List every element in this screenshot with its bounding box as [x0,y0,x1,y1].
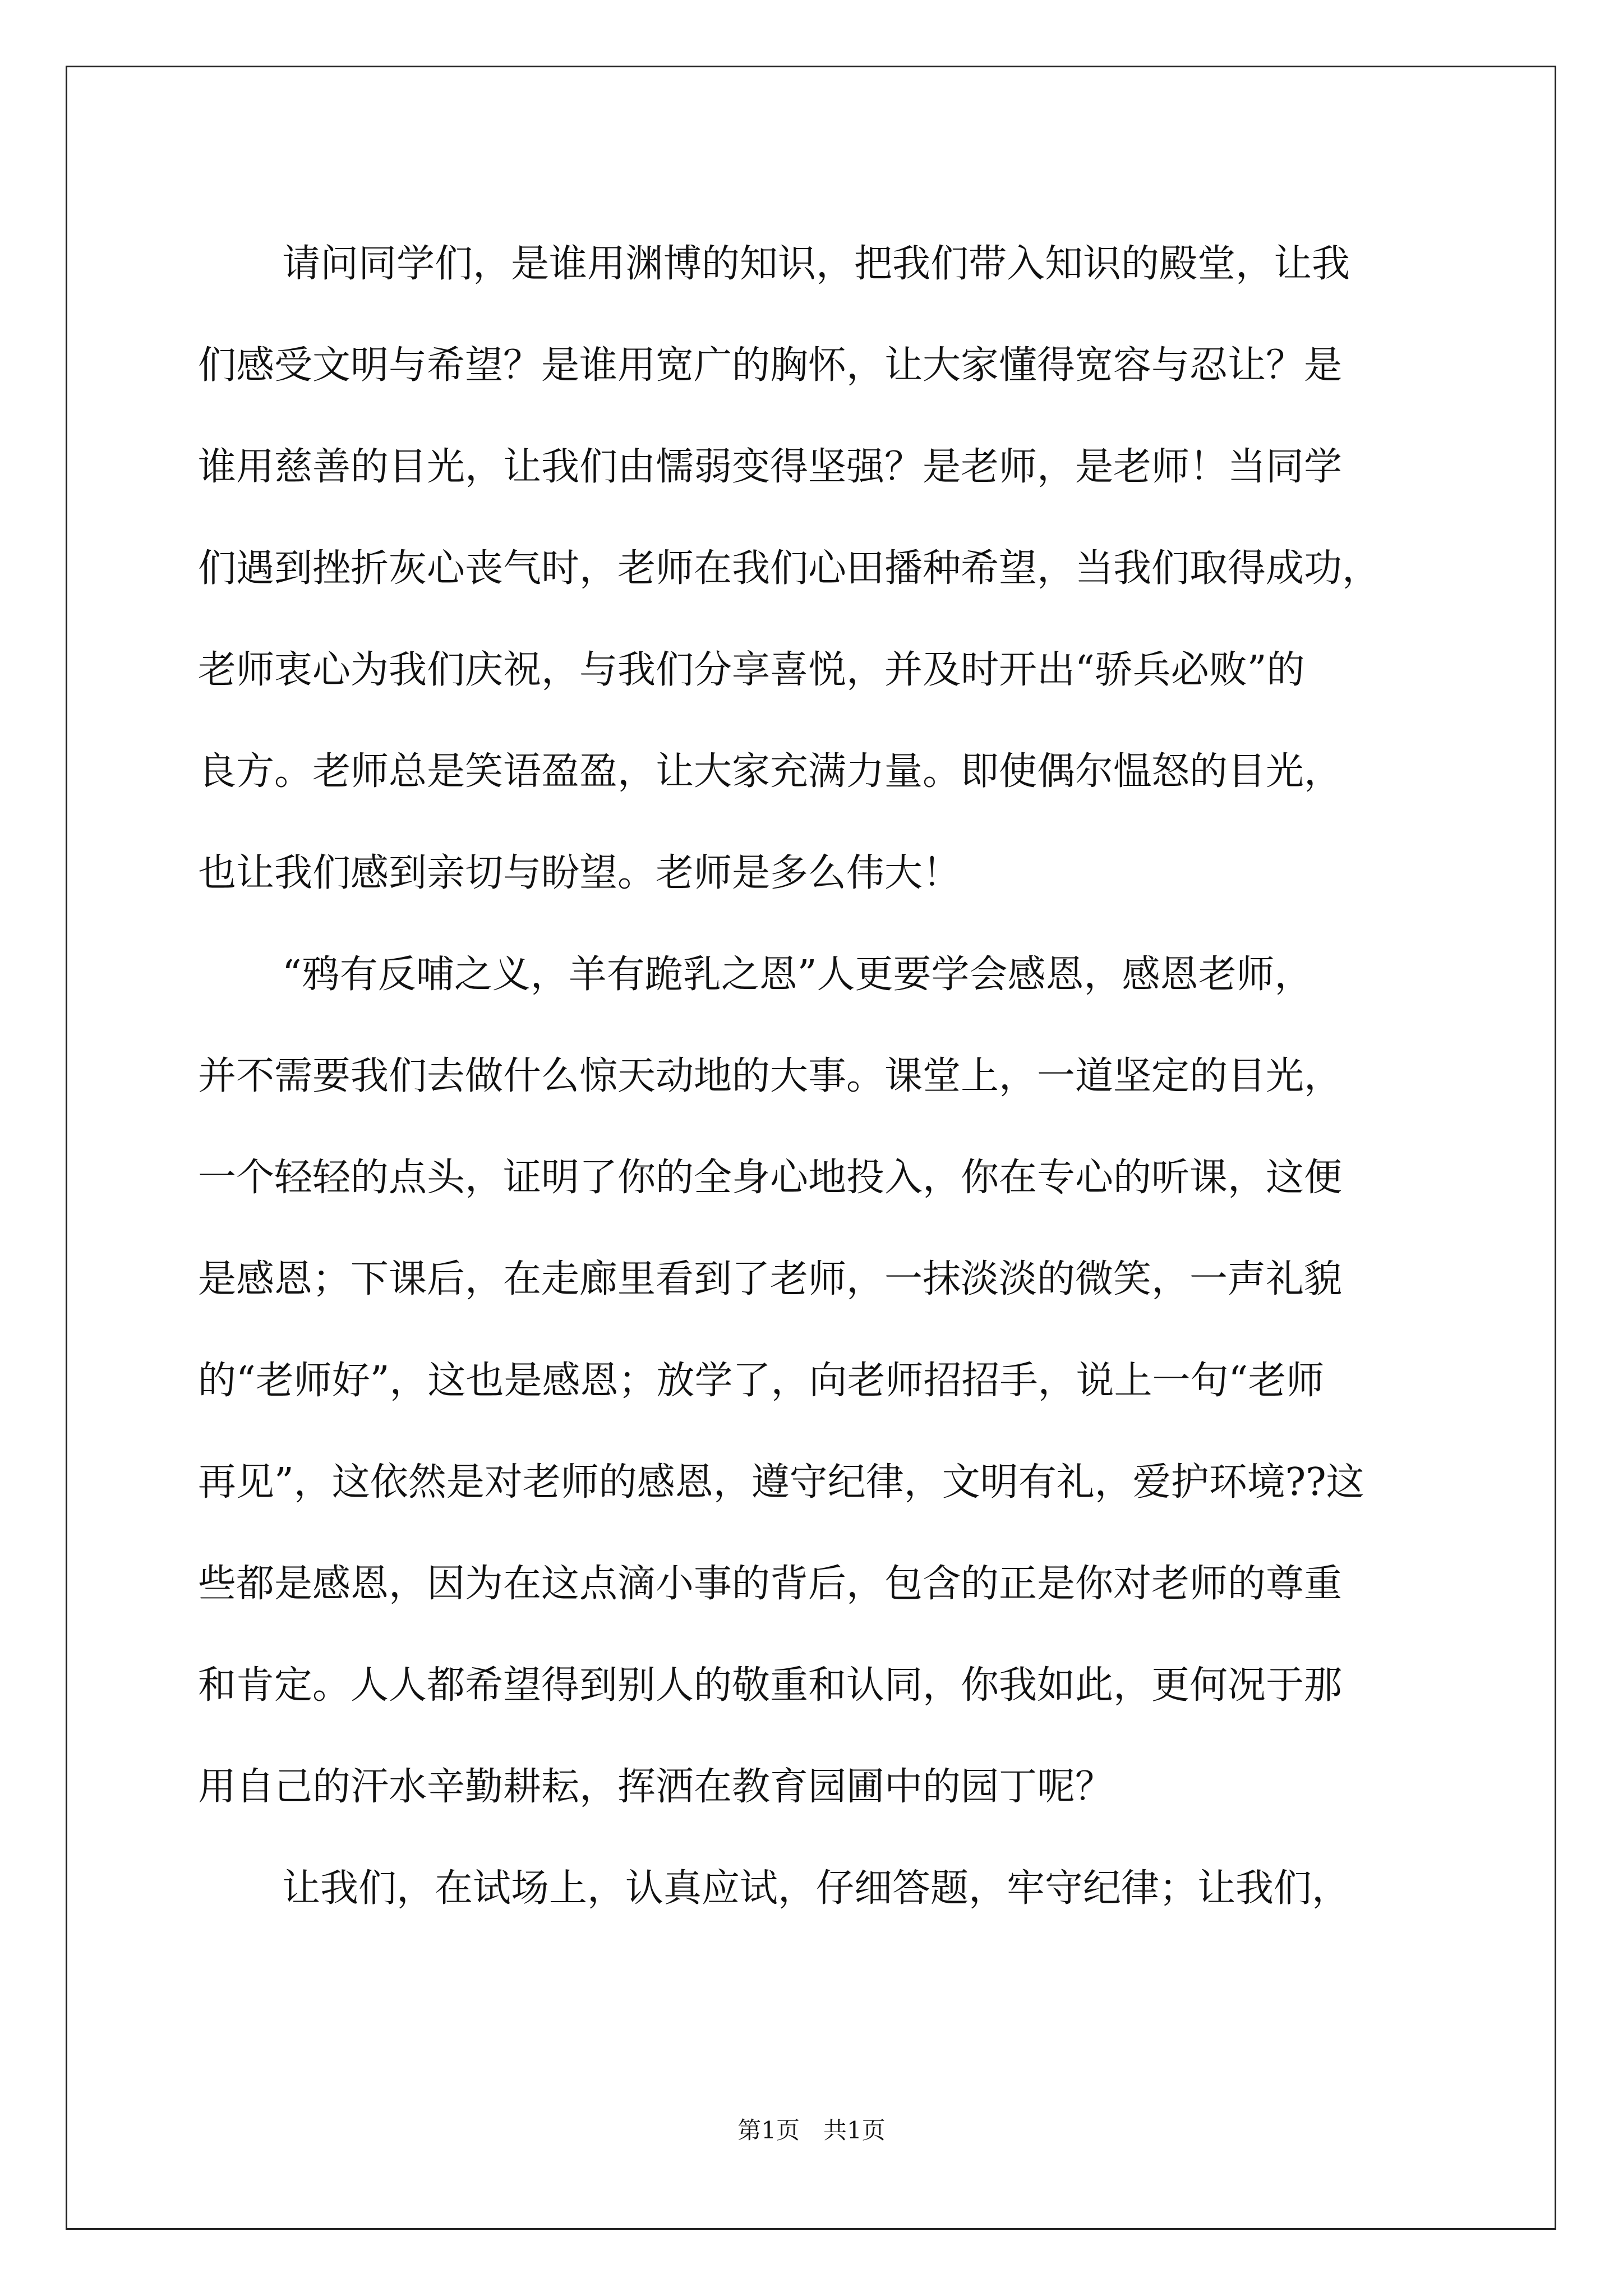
body-line: 的“老师好”，这也是感恩；放学了，向老师招招手，说上一句“老师 [198,1359,1325,1403]
body-line: 些都是感恩，因为在这点滴小事的背后，包含的正是你对老师的尊重 [198,1562,1343,1606]
body-line: 们遇到挫折灰心丧气时，老师在我们心田播种希望，当我们取得成功， [198,546,1381,591]
body-line: 良方。老师总是笑语盈盈，让大家充满力量。即使偶尔愠怒的目光， [198,749,1343,794]
body-line: “鸦有反哺之义，羊有跪乳之恩”人更要学会感恩，感恩老师， [282,953,1313,997]
body-line: 们感受文明与希望？是谁用宽广的胸怀，让大家懂得宽容与忍让？是 [198,343,1343,388]
body-line: 老师衷心为我们庆祝，与我们分享喜悦，并及时开出“骄兵必败”的 [198,648,1305,692]
body-line: 和肯定。人人都希望得到别人的敬重和认同，你我如此，更何况于那 [198,1663,1343,1708]
body-line: 一个轻轻的点头，证明了你的全身心地投入，你在专心的听课，这便 [198,1156,1343,1200]
page-footer [0,2112,1623,2146]
body-line: 让我们，在试场上，认真应试，仔细答题，牢守纪律；让我们， [282,1866,1350,1911]
body-line: 请问同学们，是谁用渊博的知识，把我们带入知识的殿堂，让我 [282,242,1350,286]
body-line: 是感恩；下课后，在走廊里看到了老师，一抹淡淡的微笑，一声礼貌 [198,1257,1343,1301]
body-line: 再见”，这依然是对老师的感恩，遵守纪律，文明有礼，爱护环境??这 [198,1460,1364,1504]
body-line: 也让我们感到亲切与盼望。老师是多么伟大！ [198,851,961,895]
document-body [198,213,1454,1939]
body-line: 用自己的汗水辛勤耕耘，挥洒在教育园圃中的园丁呢？ [198,1765,1114,1809]
body-line: 谁用慈善的目光，让我们由懦弱变得坚强？是老师，是老师！当同学 [198,445,1343,489]
page-number: 第1页 共1页 [737,2116,886,2144]
body-line: 并不需要我们去做什么惊天动地的大事。课堂上，一道坚定的目光， [198,1054,1343,1098]
